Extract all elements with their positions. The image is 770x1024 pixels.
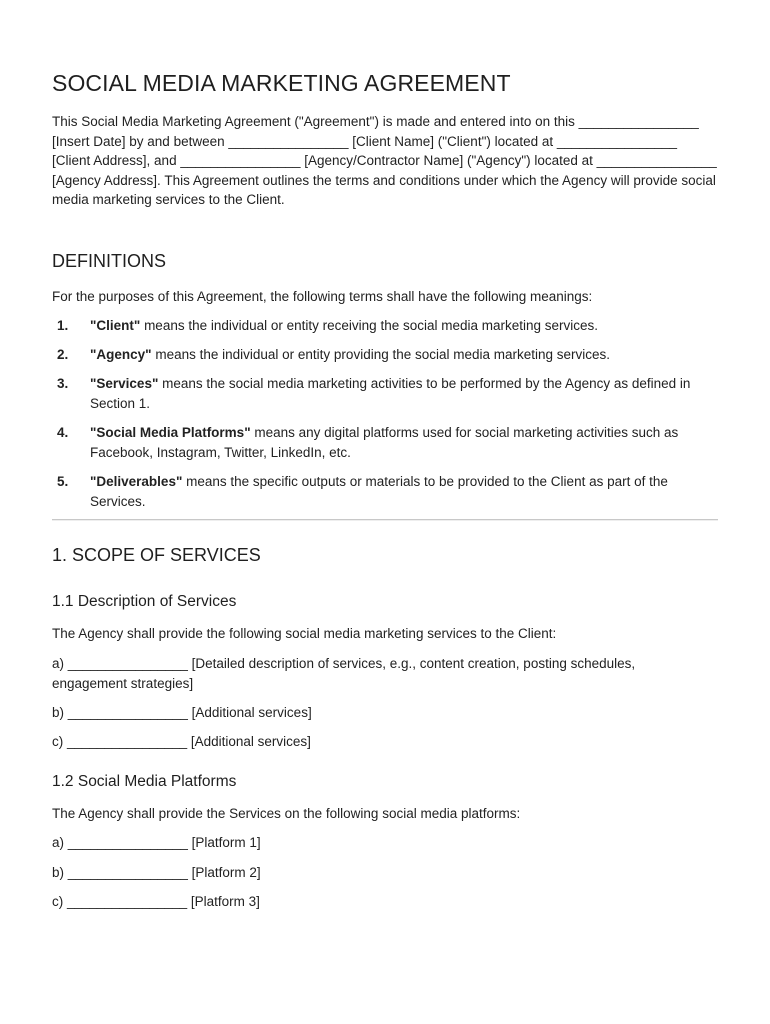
service-item-a: a) ________________ [Detailed description of services, e.g., content creation, posting schedules, engagement strategies] xyxy=(52,656,636,691)
social-media-platforms-heading: 1.2 Social Media Platforms xyxy=(52,773,237,790)
definitions-lead: For the purposes of this Agreement, the following terms shall have the following meanings: xyxy=(52,289,593,304)
platforms-lead: The Agency shall provide the Services on the following social media platforms: xyxy=(52,806,521,821)
intro-paragraph: This Social Media Marketing Agreement ("Agreement") is made and entered into on this ________________ [Insert Date] by and between ________________ [Client Name] ("Client") located at ________________ [Client Address], and ________________ [Agency/Contractor Name] ("Agency") located at ________________ [Agency Address]. This Agreement outlines the terms and conditions under which the Agency will provide social media marketing services to the Client. xyxy=(52,114,717,208)
definitions-list xyxy=(52,316,718,521)
definition-item-deliverables xyxy=(52,472,718,511)
definition-item-agency xyxy=(52,345,718,365)
definition-item-services xyxy=(52,374,718,413)
section-divider xyxy=(52,519,718,521)
definition-term: "Agency" xyxy=(90,347,152,363)
list-number: 3. xyxy=(57,376,69,392)
service-item-b: b) ________________ [Additional services] xyxy=(52,705,312,720)
platform-item-b: b) ________________ [Platform 2] xyxy=(52,865,261,880)
definition-item-client xyxy=(52,316,718,336)
definition-term: "Deliverables" xyxy=(90,473,183,489)
definition-text: means any digital platforms used for social marketing activities such as Facebook, Instagram, Twitter, LinkedIn, etc. xyxy=(90,425,679,460)
list-number: 2. xyxy=(57,347,69,363)
definition-term: "Client" xyxy=(90,318,141,333)
definition-text: means the social media marketing activities to be performed by the Agency as defined in Section 1. xyxy=(90,376,691,411)
definition-term: "Services" xyxy=(90,376,159,392)
definitions-heading: DEFINITIONS xyxy=(52,251,167,271)
platform-item-a: a) ________________ [Platform 1] xyxy=(52,835,261,850)
document-title: SOCIAL MEDIA MARKETING AGREEMENT xyxy=(52,70,511,96)
definition-text: means the individual or entity receiving the social media marketing services. xyxy=(140,318,599,333)
definition-item-social-media-platforms xyxy=(52,423,718,462)
description-of-services-heading: 1.1 Description of Services xyxy=(52,593,237,610)
list-number: 4. xyxy=(57,425,69,441)
definition-term: "Social Media Platforms" xyxy=(90,425,251,441)
description-lead: The Agency shall provide the following social media marketing services to the Client: xyxy=(52,626,557,641)
definition-text: means the individual or entity providing the social media marketing services. xyxy=(151,347,611,363)
list-number: 1. xyxy=(57,318,69,333)
list-number: 5. xyxy=(57,473,69,489)
platform-item-c: c) ________________ [Platform 3] xyxy=(52,894,260,909)
service-item-c: c) ________________ [Additional services] xyxy=(52,734,311,749)
scope-heading: 1. SCOPE OF SERVICES xyxy=(52,545,261,565)
definition-text: means the specific outputs or materials to be provided to the Client as part of the Services. xyxy=(90,473,668,509)
